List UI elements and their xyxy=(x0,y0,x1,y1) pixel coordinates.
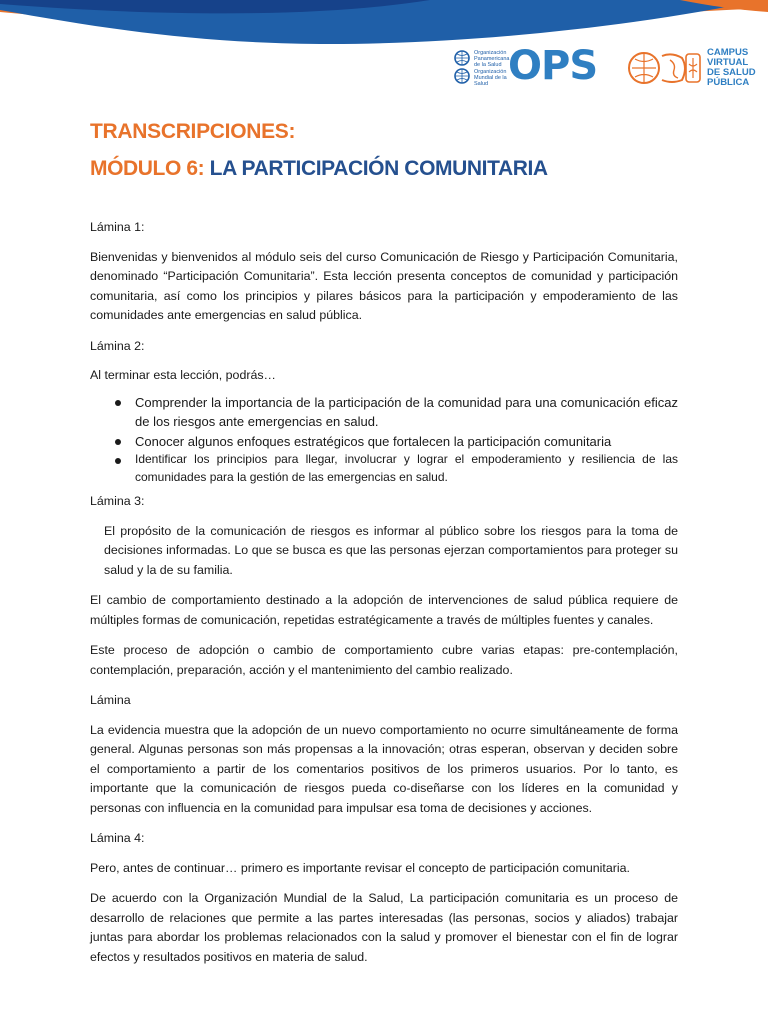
ops-logo: OPS xyxy=(508,43,598,89)
paragraph: Al terminar esta lección, podrás… xyxy=(90,368,276,382)
campus-line: VIRTUAL xyxy=(707,57,749,68)
campus-line: CAMPUS xyxy=(707,47,749,58)
paho-name: Organización Panamericana de la Salud xyxy=(474,50,510,68)
list-item: Identificar los principios para llegar, involucrar y lograr el empoderamiento y resiliencia de las comunidades para la gestión de las emergencias en salud. xyxy=(135,451,678,486)
list-item: Conocer algunos enfoques estratégicos que fortalecen la participación comunitaria xyxy=(135,432,678,452)
paho-who-logo xyxy=(452,48,508,88)
header-logos xyxy=(452,44,768,96)
campus-line: DE SALUD xyxy=(707,67,756,78)
slide-label: Lámina 1: xyxy=(90,220,145,234)
paragraph: Este proceso de adopción o cambio de comportamiento cubre varias etapas: pre-contemplación, contemplación, preparación, acción y el mantenimiento del cambio realizado. xyxy=(90,643,678,677)
paragraph: El cambio de comportamiento destinado a la adopción de intervenciones de salud pública requiere de múltiples formas de comunicación, repetidas estratégicamente a través de múltiples fuentes y canales. xyxy=(90,593,678,627)
slide-label: Lámina xyxy=(90,693,131,707)
paragraph: Bienvenidas y bienvenidos al módulo seis del curso Comunicación de Riesgo y Participación Comunitaria, denominado “Participación Comunitaria”. Esta lección presenta conceptos de comunidad y participación comunitaria, así como los principios y pilares básicos para la participación y empoderamiento de las comunidades ante emergencias en salud pública. xyxy=(90,249,678,322)
objectives-list xyxy=(90,393,678,487)
paragraph: Pero, antes de continuar… primero es importante revisar el concepto de participación comunitaria. xyxy=(90,860,630,875)
who-name: Organización Mundial de la Salud xyxy=(474,69,507,87)
module-number: MÓDULO 6: xyxy=(90,157,205,180)
slide-label: Lámina 2: xyxy=(90,338,145,353)
paragraph: De acuerdo con la Organización Mundial de la Salud, La participación comunitaria es un proceso de desarrollo de relaciones que permite a las partes interesadas (las personas, socios y aliados) trabajar juntas para abordar los problemas relacionados con la salud y promover el bienestar con el fin de lograr efectos y resultados positivos en materia de salud. xyxy=(90,891,678,964)
document-title xyxy=(90,118,548,183)
slide-label: Lámina 3: xyxy=(90,494,145,508)
document-body xyxy=(90,218,678,978)
paragraph: El propósito de la comunicación de riesgos es informar al público sobre los riesgos para la toma de decisiones informadas. Lo que se busca es que las personas ejerzan comportamientos para proteger su salud y la de su familia. xyxy=(104,523,678,577)
list-item: Comprender la importancia de la participación de la comunidad para una comunicación eficaz de los riesgos ante emergencias en salud. xyxy=(135,393,678,432)
globe-emblem-icon xyxy=(452,48,472,88)
slide-label: Lámina 4: xyxy=(90,831,145,845)
campus-virtual-emblem-icon xyxy=(626,48,704,88)
campus-line: PÚBLICA xyxy=(707,77,750,88)
title-module xyxy=(90,155,548,183)
title-transcripciones: TRANSCRIPCIONES: xyxy=(90,120,296,143)
paragraph: La evidencia muestra que la adopción de un nuevo comportamiento no ocurre simultáneamente de forma general. Algunas personas son más propensas a la innovación; otras esperan, observan y deciden sobre el comportamiento a partir de los comentarios positivos de los primeros usuarios. Por lo tanto, es importante que la comunicación de riesgos pueda co-diseñarse con los líderes en la comunidad y personas con influencia en la comunidad para impulsar esa toma de decisiones y acciones. xyxy=(90,722,678,815)
module-name: LA PARTICIPACIÓN COMUNITARIA xyxy=(209,157,548,180)
campus-virtual-text xyxy=(707,48,767,88)
